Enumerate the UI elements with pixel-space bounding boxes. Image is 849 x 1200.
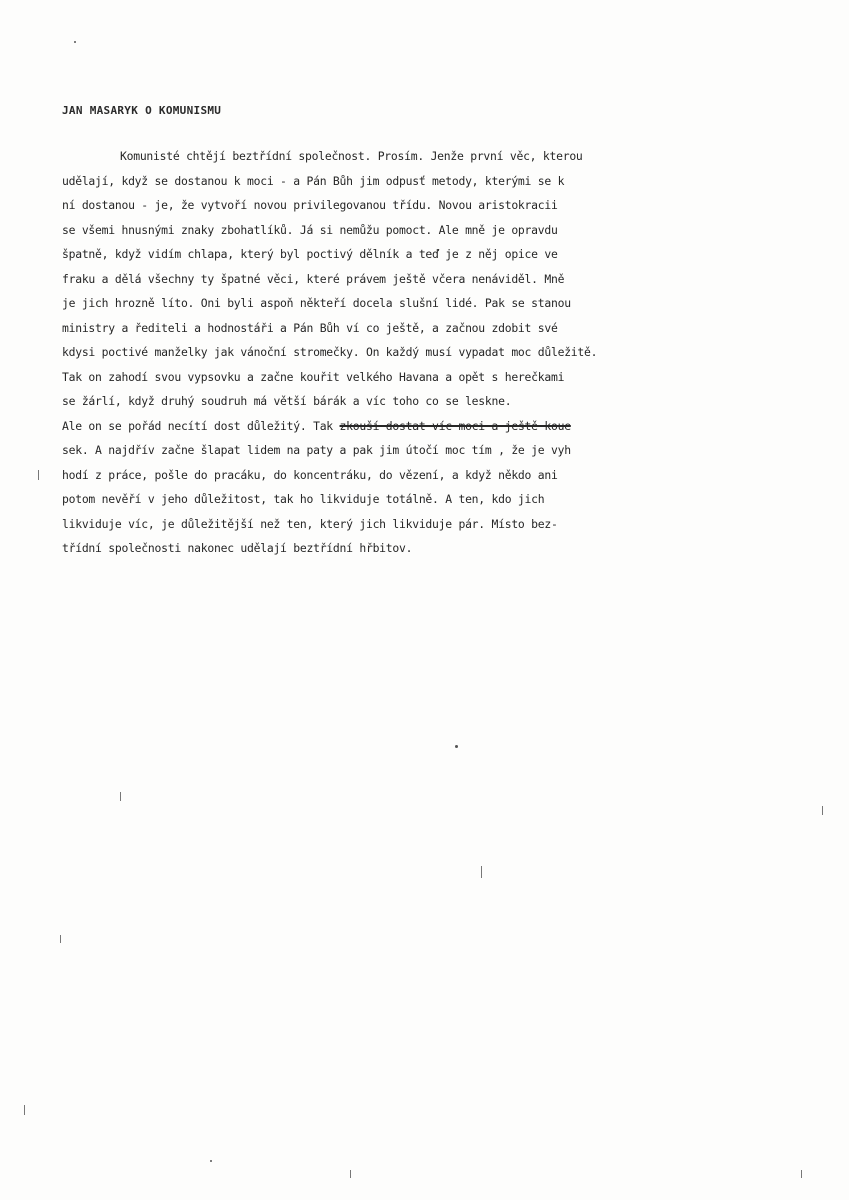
body-line: potom nevěří v jeho důležitost, tak ho likviduje totálně. A ten, kdo jich — [62, 492, 545, 506]
body-line: se žárlí, když druhý soudruh má větší bárák a víc toho co se leskne. — [62, 394, 512, 408]
body-line: Tak on zahodí svou vypsovku a začne kouřit velkého Havana a opět s herečkami — [62, 369, 565, 384]
body-line: se všemi hnusnými znaky zbohatlíků. Já si nemůžu pomoct. Ale mně je opravdu — [62, 222, 558, 237]
body-line: ministry a řediteli a hodnostáři a Pán Bůh ví co ještě, a začnou zdobit své — [62, 320, 558, 335]
body-line: fraku a dělá všechny ty špatné věci, které právem ještě včera nenáviděl. Mně — [62, 271, 565, 286]
body-line: ní dostanou - je, že vytvoří novou privilegovanou třídu. Novou aristokracii — [62, 198, 558, 212]
scan-mark — [801, 1170, 802, 1178]
scan-mark — [822, 806, 823, 815]
body-line: sek. A najdřív začne šlapat lidem na paty a pak jim útočí moc tím , že je vyh — [62, 443, 571, 457]
body-line: špatně, když vidím chlapa, který byl poctivý dělník a teď je z něj opice ve — [62, 247, 558, 261]
body-line: udělají, když se dostanou k moci - a Pán Bůh jim odpusť metody, kterými se k — [62, 173, 565, 188]
scan-mark — [60, 935, 61, 943]
body-line: Komunisté chtějí beztřídní společnost. Prosím. Jenže první věc, kterou — [120, 149, 583, 163]
body-line: likviduje víc, je důležitější než ten, který jich likviduje pár. Místo bez- — [62, 516, 558, 531]
scan-mark — [481, 866, 482, 878]
body-line: kdysi poctivé manželky jak vánoční stromečky. On každý musí vypadat moc důležitě. — [62, 345, 598, 359]
body-line: třídní společnosti nakonec udělají beztřídní hřbitov. — [62, 541, 413, 555]
struck-text: zkouší dostat víc moci a ještě koue — [339, 418, 571, 433]
line-prefix: Ale on se pořád necítí dost důležitý. Tak — [62, 418, 340, 433]
document-title: JAN MASARYK O KOMUNISMU — [62, 104, 222, 117]
scan-speck — [210, 1160, 212, 1162]
scan-mark — [38, 470, 39, 480]
body-line: hodí z práce, pošle do pracáku, do koncentráku, do vězení, a když někdo ani — [62, 467, 558, 482]
document-body — [62, 144, 762, 561]
scan-mark — [24, 1105, 25, 1115]
scan-mark — [120, 792, 121, 801]
scan-mark — [350, 1170, 351, 1178]
scan-speck — [74, 41, 76, 43]
body-line: je jich hrozně líto. Oni byli aspoň někteří docela slušní lidé. Pak se stanou — [62, 296, 571, 310]
body-line-struck — [62, 414, 762, 439]
scan-speck — [455, 745, 458, 748]
